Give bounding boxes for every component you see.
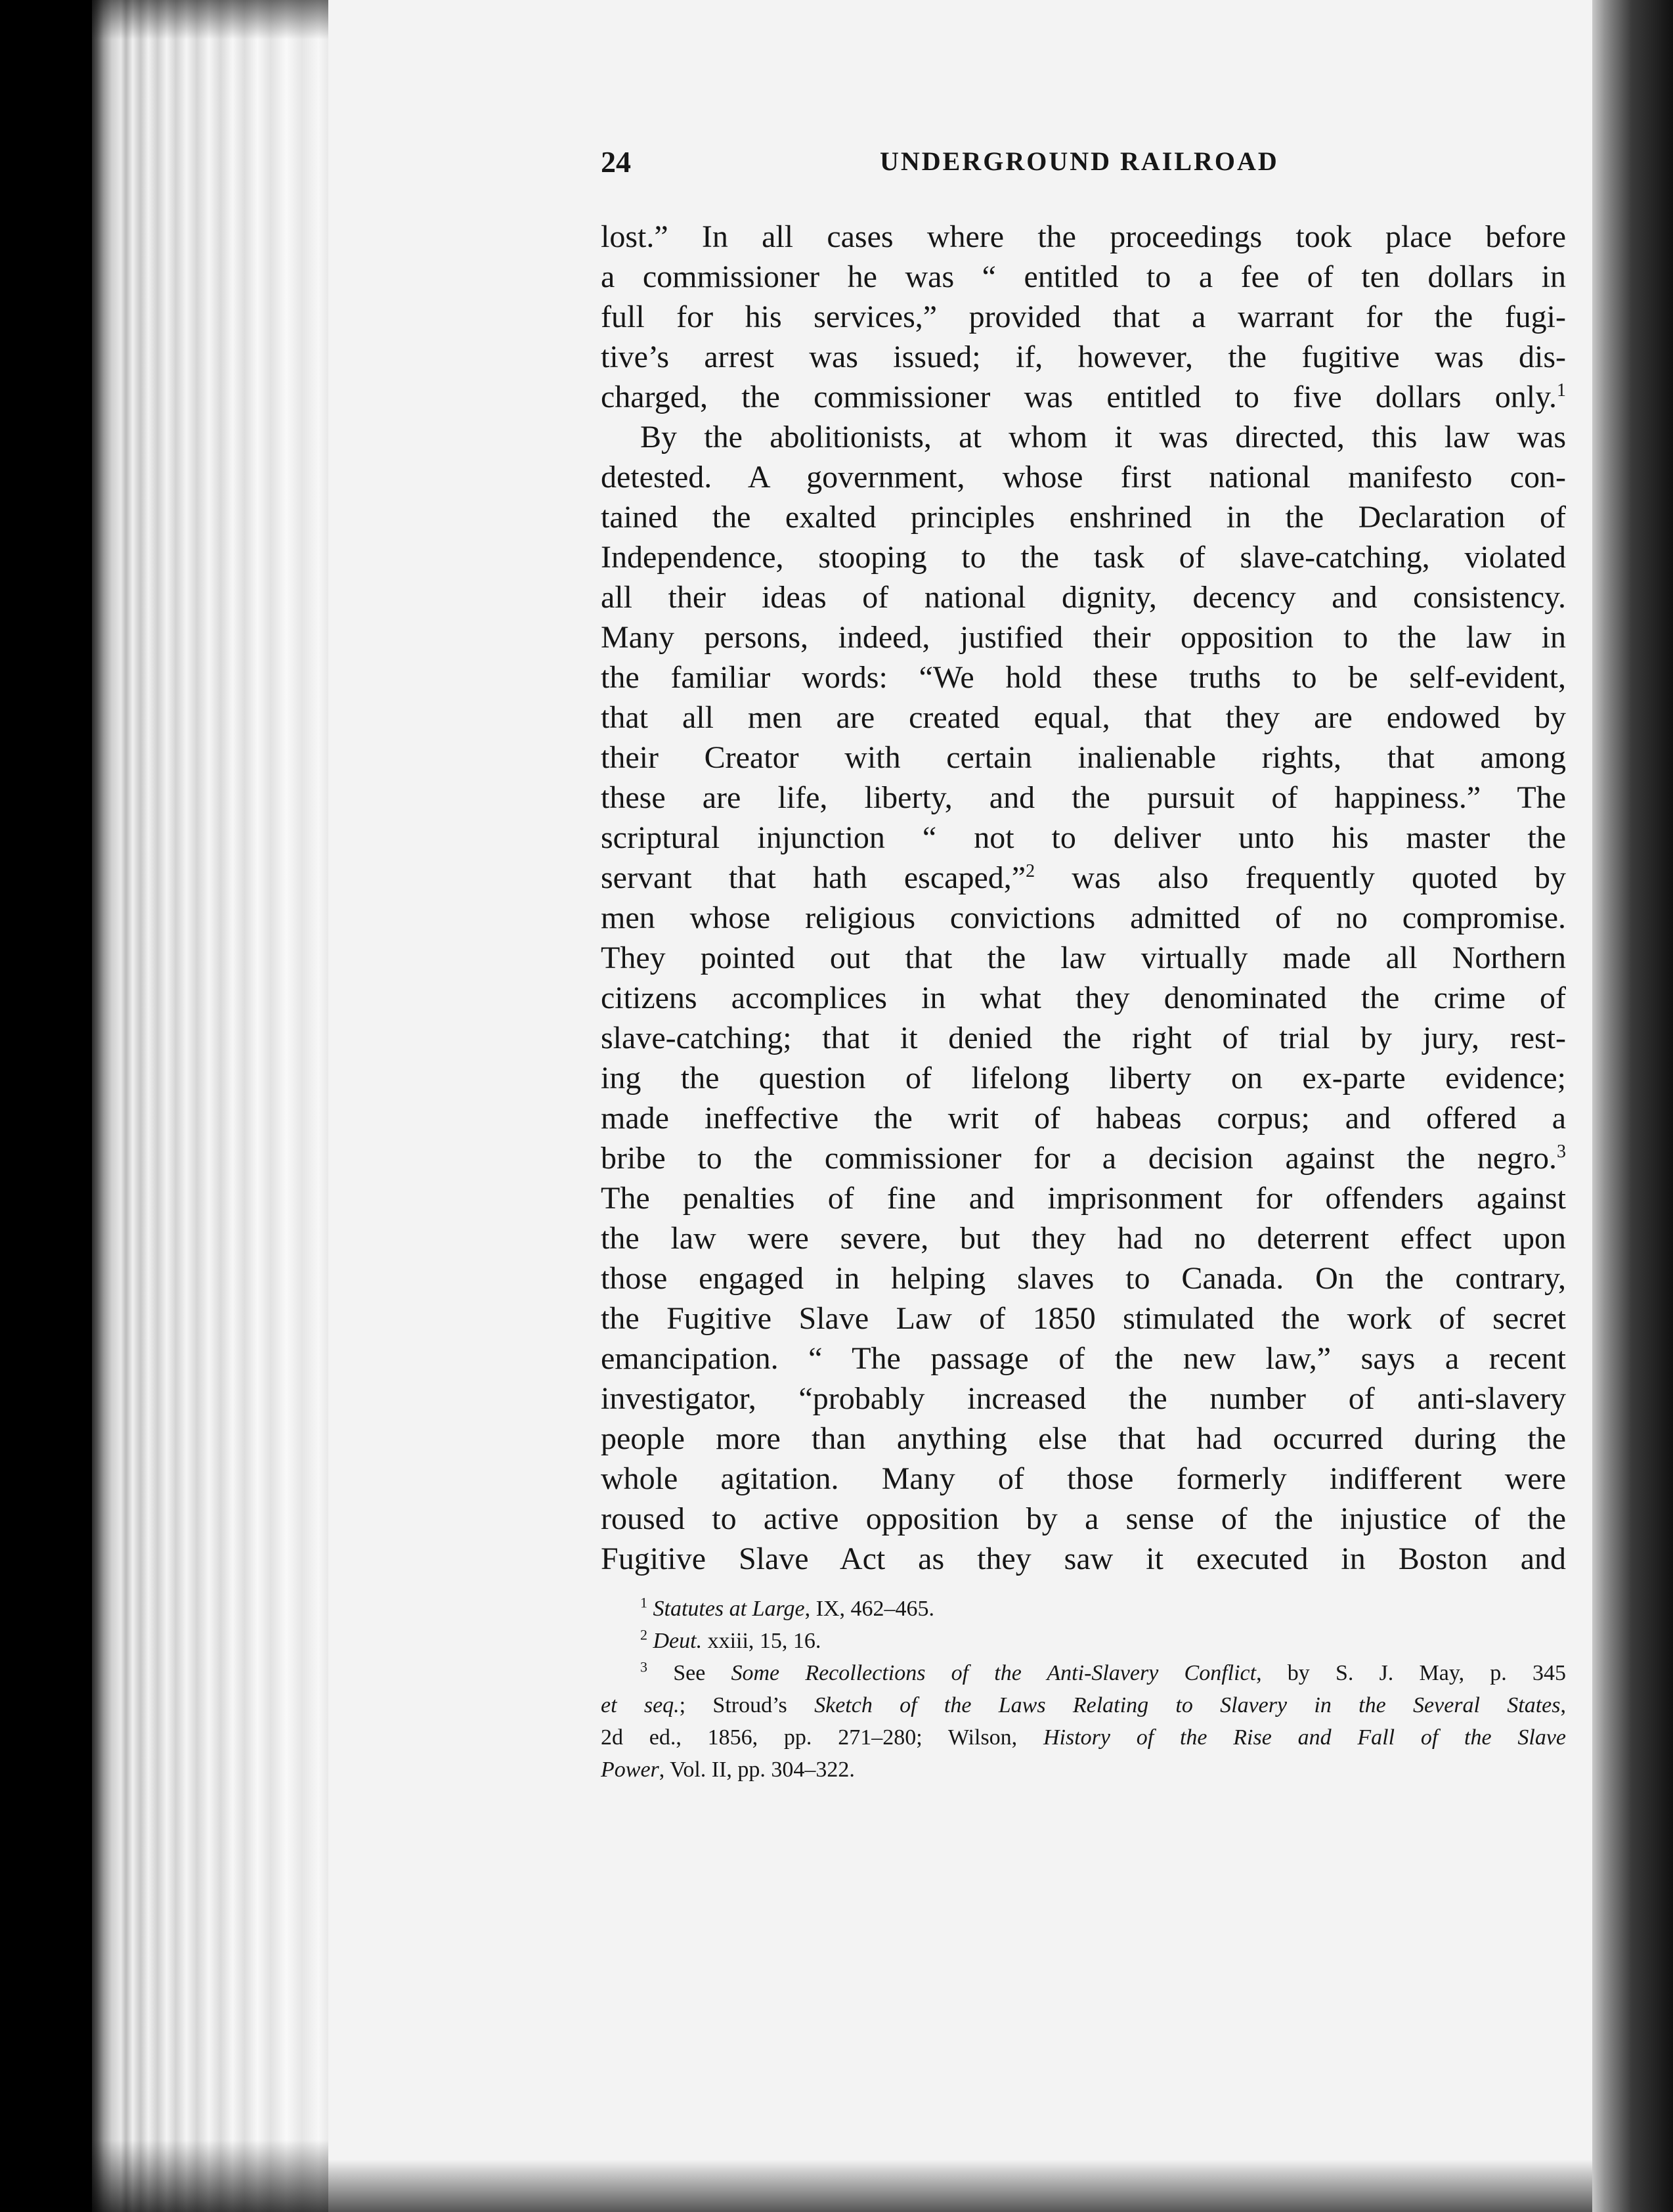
text-line: the law were severe, but they had no deterrent effect upon <box>601 1221 1566 1256</box>
text-line: tained the exalted principles enshrined in the Declaration of <box>601 500 1566 535</box>
book-page-edges <box>92 0 328 2212</box>
text-line: those engaged in helping slaves to Canada. On the contrary, <box>601 1261 1566 1296</box>
footnote-3: $^3$ See Some Recollections of the Anti-Slavery Conflict, by S. J. May, p. 345 <box>640 1658 1566 1685</box>
text-line: They pointed out that the law virtually made all Northern <box>601 940 1566 975</box>
text-line: whole agitation. Many of those formerly indifferent were <box>601 1461 1566 1496</box>
footnote-3-line: 2d ed., 1856, pp. 271–280; Wilson, History of the Rise and Fall of the Slave <box>601 1725 1567 1750</box>
page-header <box>601 144 1566 184</box>
text-line: a commissioner he was “ entitled to a fee of ten dollars in <box>601 259 1566 294</box>
text-line: Many persons, indeed, justified their opposition to the law in <box>601 620 1566 655</box>
footnote-3-line: Power, Vol. II, pp. 304–322. <box>601 1758 855 1782</box>
text-line: The penalties of fine and imprisonment for offenders against <box>601 1181 1566 1216</box>
text-line: detested. A government, whose first national manifesto con- <box>601 460 1566 495</box>
text-line: roused to active opposition by a sense of the injustice of the <box>601 1501 1566 1536</box>
text-line: their Creator with certain inalienable rights, that among <box>601 740 1566 775</box>
text-line: full for his services,” provided that a warrant for the fugi- <box>601 299 1566 334</box>
footnote-2: $^2$ Deut. xxiii, 15, 16. <box>640 1626 821 1653</box>
page-edges-bottom-shadow <box>92 2140 328 2212</box>
text-line: made ineffective the writ of habeas corpus; and offered a <box>601 1101 1566 1136</box>
text-line: lost.” In all cases where the proceedings took place before <box>601 219 1566 254</box>
footnote-ref-1: 1 <box>1557 380 1566 401</box>
page-number: 24 <box>601 145 631 179</box>
text-line: By the abolitionists, at whom it was directed, this law was <box>640 420 1566 454</box>
footnote-ref-3: 3 <box>1557 1141 1566 1162</box>
text-line: people more than anything else that had occurred during the <box>601 1421 1566 1456</box>
text-line: these are life, liberty, and the pursuit of happiness.” The <box>601 780 1566 815</box>
text-line: emancipation. “ The passage of the new law,” says a recent <box>601 1341 1566 1376</box>
text-line: all their ideas of national dignity, decency and consistency. <box>601 580 1566 615</box>
text-line: scriptural injunction “ not to deliver unto his master the <box>601 820 1566 855</box>
text-line: the familiar words: “We hold these truths to be self-evident, <box>601 660 1566 695</box>
text-line: Fugitive Slave Act as they saw it executed in Boston and <box>601 1541 1566 1576</box>
footnotes <box>601 1593 1566 1786</box>
page-gutter-shadow <box>1592 0 1673 2212</box>
text-line: tive’s arrest was issued; if, however, the fugitive was dis- <box>601 340 1566 374</box>
text-line: servant that hath escaped,”$^2$ was also frequently quoted by <box>601 860 1567 895</box>
footnote-ref-2: 2 <box>1026 861 1035 881</box>
text-line: ing the question of lifelong liberty on ex-parte evidence; <box>601 1061 1566 1095</box>
text-line: investigator, “probably increased the number of anti-slavery <box>601 1381 1566 1416</box>
text-line: citizens accomplices in what they denominated the crime of <box>601 981 1566 1015</box>
text-line: charged, the commissioner was entitled to five dollars only.$^1$ <box>601 380 1566 414</box>
page-bottom-shadow <box>328 2159 1592 2212</box>
page-edges-top-shadow <box>92 0 328 39</box>
footnote-3-line: et seq.; Stroud’s Sketch of the Laws Relating to Slavery in the Several States, <box>601 1693 1566 1717</box>
text-line: that all men are created equal, that they are endowed by <box>601 700 1566 735</box>
running-head: UNDERGROUND RAILROAD <box>880 146 1279 176</box>
footnote-1: $^1$ Statutes at Large, IX, 462–465. <box>640 1594 934 1621</box>
body-text <box>601 217 1566 1579</box>
text-line: the Fugitive Slave Law of 1850 stimulated the work of secret <box>601 1301 1566 1336</box>
text-line: slave-catching; that it denied the right of trial by jury, rest- <box>601 1021 1566 1055</box>
text-line: Independence, stooping to the task of slave-catching, violated <box>601 540 1566 575</box>
text-line: bribe to the commissioner for a decision against the negro.$^3$ <box>601 1141 1566 1176</box>
text-line: men whose religious convictions admitted of no compromise. <box>601 900 1566 935</box>
